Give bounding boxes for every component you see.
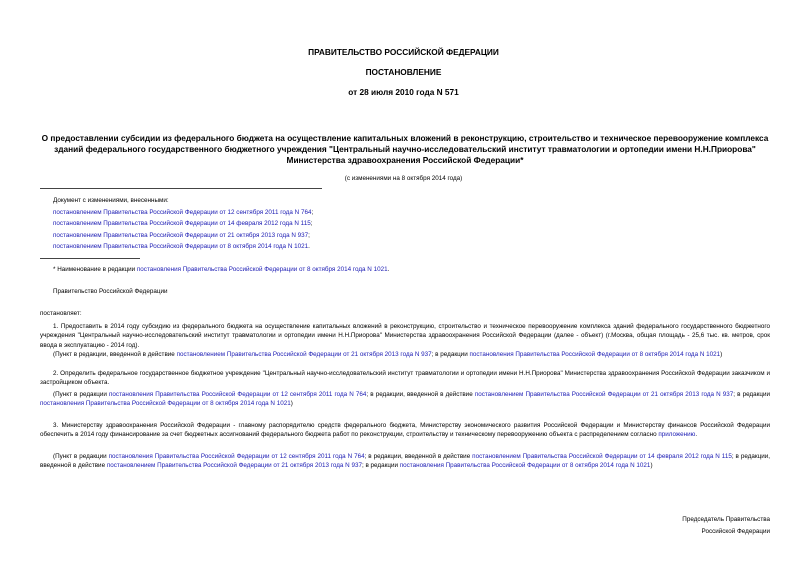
amendment-link[interactable]: постановлением Правительства Российской Федерации от 21 октября 2013 года N 937 [53,231,309,239]
decrees-label: постановляет: [40,310,82,317]
amendment-item: постановлением Правительства Российской Федерации от 8 октября 2014 года N 1021. [53,243,310,251]
amendment-link[interactable]: постановлением Правительства Российской Федерации от 12 сентября 2011 года N 764 [53,209,312,216]
amendment-link[interactable]: постановления Правительства Российской Федерации от 8 октября 2014 года N 1021 [399,462,651,470]
paragraph-3: 3. Министерству здравоохранения Российской Федерации - главному распорядителю средств федерального бюджета, Министерству экономического развития Российской Федерации и Министерству финансов Российской Федерации обеспечить в 2014 году финансирование за счет бюджетных ассигнований федерального бюджета работ по реконструкции, строительству и техническому перевооружению объекта с распределением согласно приложению. [40,422,770,439]
paragraph-2: 2. Определить федеральное государственное бюджетное учреждение "Центральный научно-исследовательский институт травматологии и ортопедии имени Н.Н.Приорова" Министерства здравоохранения Российской Федерации заказчиком и застройщиком объекта. [40,370,770,387]
document-title: О предоставлении субсидии из федерального бюджета на осуществление капитальных вложений в реконструкцию, строительство и техническое перевооружение комплекса зданий федерального государственного бюджетного учреждения "Центральный научно-исследовательский институт травматологии и ортопедии имени Н.Н.Приорова" Министерства здравоохранения Российской Федерации* [41,133,769,165]
footnote: * Наименование в редакции постановления Правительства Российской Федерации от 8 октября 2014 года N 1021. [53,266,390,273]
amendment-link[interactable]: постановления Правительства Российской Федерации от 12 сентября 2011 года N 764 [108,453,365,460]
amendment-link[interactable]: постановления Правительства Российской Федерации от 8 октября 2014 года N 1021 [40,400,291,408]
paragraph-2-note: (Пункт в редакции постановления Правительства Российской Федерации от 12 сентября 2011 года N 764; в редакции, введенной в действие постановлением Правительства Российской Федерации от 21 октября 2013 года N 937; в редакции постановления Правительства Российской Федерации от 8 октября 2014 года N 1021) [40,391,771,408]
government-label: Правительство Российской Федерации [53,288,168,295]
signature-title: Председатель Правительства [682,516,770,523]
amendment-link[interactable]: постановлением Правительства Российской Федерации от 14 февраля 2012 года N 115 [472,453,732,460]
amendment-link[interactable]: постановления Правительства Российской Федерации от 8 октября 2014 года N 1021 [469,351,721,358]
issuer-heading: ПРАВИТЕЛЬСТВО РОССИЙСКОЙ ФЕДЕРАЦИИ [308,47,499,57]
doc-type-heading: ПОСТАНОВЛЕНИЕ [365,67,442,77]
amendment-link[interactable]: постановлением Правительства Российской Федерации от 21 октября 2013 года N 937 [474,391,734,398]
amendments-list [53,207,313,253]
paragraph-3-note: (Пункт в редакции постановления Правительства Российской Федерации от 12 сентября 2011 года N 764; в редакции, введенной в действие постановлением Правительства Российской Федерации от 14 февраля 2012 года N 115; в редакции, введенной в действие постановлением Правительства Российской Федерации от 21 октября 2013 года N 937; в редакции постановления Правительства Российской Федерации от 8 октября 2014 года N 1021) [40,453,771,470]
divider-footnote [40,258,140,259]
signature-org: Российской Федерации [701,527,770,535]
amendment-item: постановлением Правительства Российской Федерации от 14 февраля 2012 года N 115; [53,220,313,228]
amendment-link[interactable]: постановления Правительства Российской Федерации от 12 сентября 2011 года N 764 [109,391,367,398]
amendment-link[interactable]: постановлением Правительства Российской Федерации от 21 октября 2013 года N 937 [176,351,432,358]
appendix-link[interactable]: приложению [658,431,696,439]
amendment-link[interactable]: постановлением Правительства Российской Федерации от 21 октября 2013 года N 937 [106,462,362,470]
paragraph-1: 1. Предоставить в 2014 году субсидию из федерального бюджета на осуществление капитальных вложений в реконструкцию, строительство и техническое перевооружение комплекса зданий федерального государственного бюджетного учреждения "Центральный научно-исследовательский институт травматологии и ортопедии имени Н.Н.Приорова" Министерства здравоохранения Российской Федерации (далее - объект) (г.Москва, общая площадь - 25,6 тыс. кв. метров, срок ввода в эксплуатацию - 2014 год). [40,323,770,349]
amendment-link[interactable]: постановлением Правительства Российской Федерации от 8 октября 2014 года N 1021 [53,243,309,251]
amendments-heading: Документ с изменениями, внесенными: [53,197,169,204]
changes-note: (с изменениями на 8 октября 2014 года) [344,175,463,182]
amendment-item: постановлением Правительства Российской Федерации от 21 октября 2013 года N 937; [53,231,310,239]
paragraph-1-note: (Пункт в редакции, введенной в действие постановлением Правительства Российской Федерации от 21 октября 2013 года N 937; в редакции постановления Правительства Российской Федерации от 8 октября 2014 года N 1021) [53,351,723,358]
footnote-link[interactable]: постановления Правительства Российской Федерации от 8 октября 2014 года N 1021 [136,266,388,273]
amendment-item: постановлением Правительства Российской Федерации от 12 сентября 2011 года N 764; [53,209,314,216]
doc-date-heading: от 28 июля 2010 года N 571 [348,87,459,97]
amendment-link[interactable]: постановлением Правительства Российской Федерации от 14 февраля 2012 года N 115 [53,220,311,228]
signature-block [600,514,770,537]
divider-top [40,188,322,189]
